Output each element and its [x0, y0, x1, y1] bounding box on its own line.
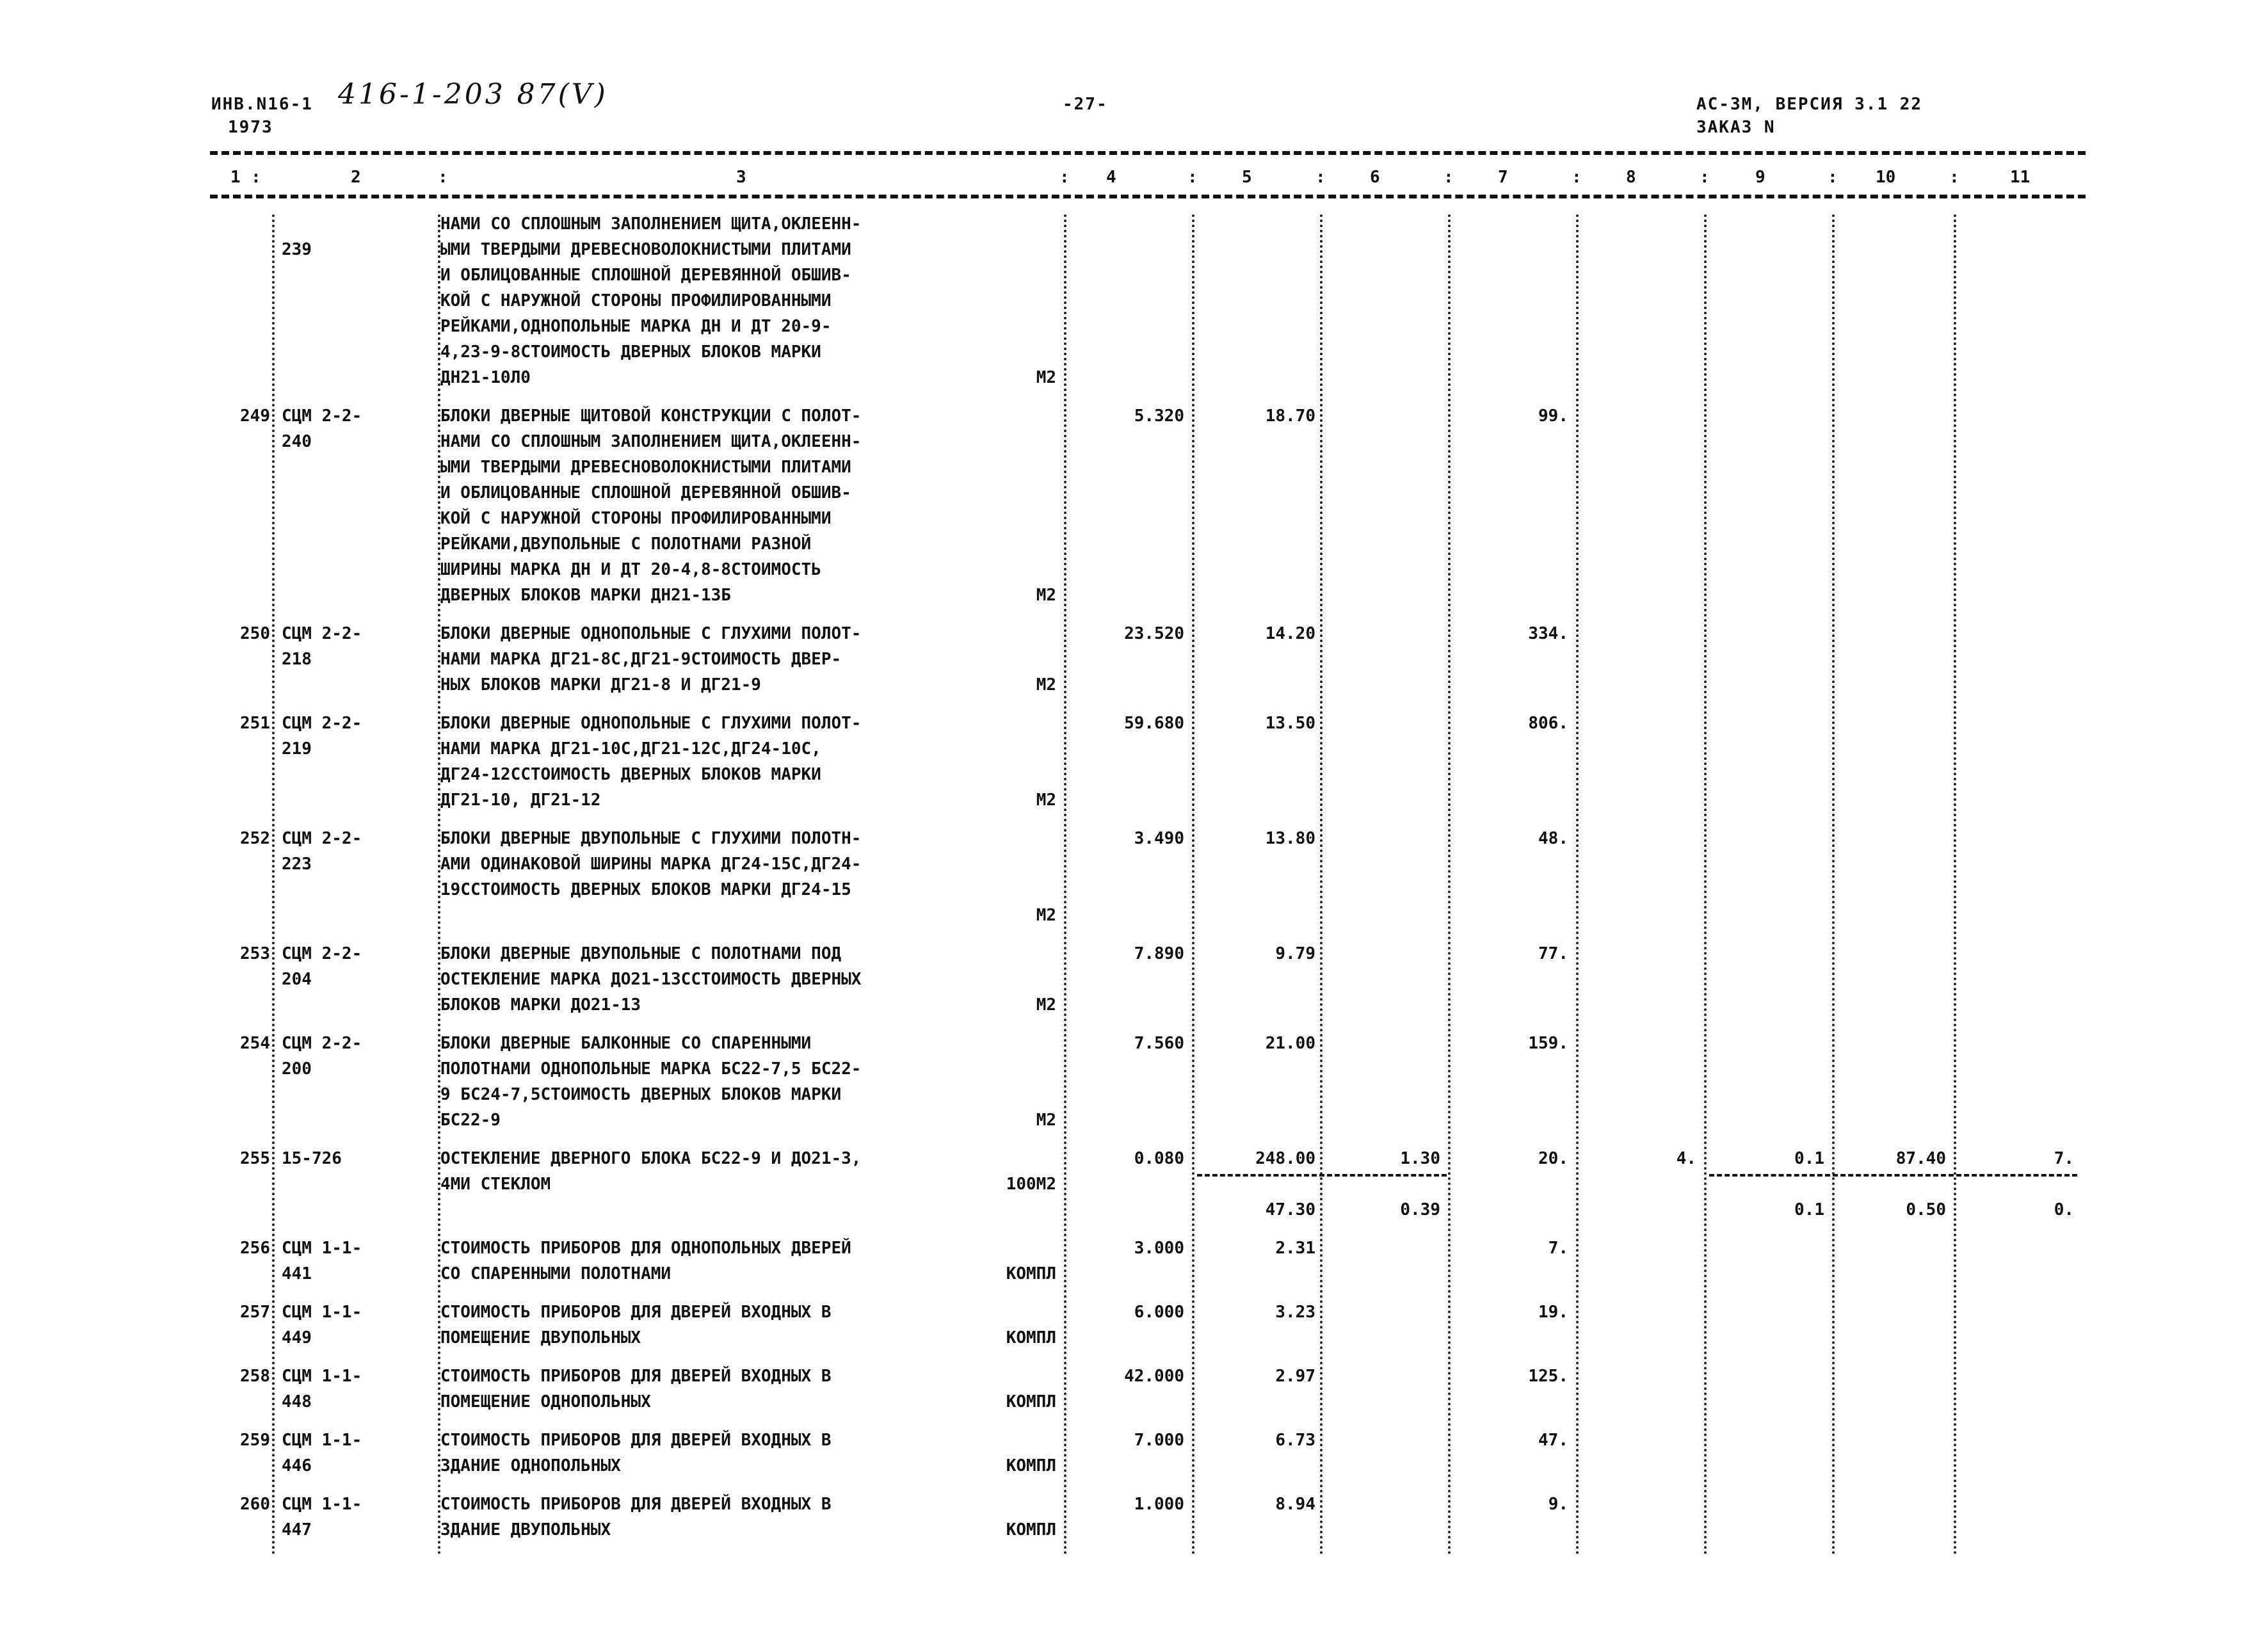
row-line	[0, 480, 2268, 506]
subtotal-separator	[1197, 1174, 1447, 1177]
row-line	[0, 1517, 2268, 1543]
description-line: ОСТЕКЛЕНИЕ МАРКА ДО21-13ССТОИМОСТЬ ДВЕРНЫХ	[440, 970, 862, 989]
value-price: 14.20	[1265, 624, 1315, 643]
rate-code: 15-726	[282, 1149, 342, 1168]
table-row	[0, 211, 2268, 390]
row-line	[0, 992, 2268, 1018]
value-c7: 9.	[1548, 1495, 1568, 1514]
table-row	[0, 1235, 2268, 1287]
value-c7: 125.	[1528, 1367, 1568, 1386]
table-row	[0, 1146, 2268, 1223]
value-price: 3.23	[1275, 1303, 1315, 1322]
program-version: АС-3М, ВЕРСИЯ 3.1 22	[1696, 95, 1923, 114]
rate-code: 218	[282, 650, 312, 669]
rate-code: 449	[282, 1328, 312, 1347]
row-line	[0, 621, 2268, 647]
page-number: -27-	[1063, 95, 1108, 114]
description-line: ЫМИ ТВЕРДЫМИ ДРЕВЕСНОВОЛОКНИСТЫМИ ПЛИТАМИ	[440, 458, 851, 477]
row-number: 257	[240, 1303, 270, 1322]
description-line: ДВЕРНЫХ БЛОКОВ МАРКИ ДН21-13Б	[440, 586, 731, 605]
column-number: 1	[230, 168, 241, 187]
value-qty: 5.320	[1134, 406, 1184, 426]
header-rule-bottom	[210, 195, 2086, 198]
value-c7: 334.	[1528, 624, 1568, 643]
row-line	[0, 1107, 2268, 1133]
unit: М2	[1036, 995, 1056, 1015]
column-separator: :	[1572, 168, 1582, 187]
unit: КОМПЛ	[1006, 1392, 1056, 1411]
description-line: БЛОКИ ДВЕРНЫЕ ЩИТОВОЙ КОНСТРУКЦИИ С ПОЛОТ-	[440, 406, 862, 426]
row-line	[0, 403, 2268, 429]
table-row	[0, 1299, 2268, 1351]
value-qty: 7.560	[1134, 1034, 1184, 1053]
value-price: 13.80	[1265, 829, 1315, 848]
table-row	[0, 1427, 2268, 1479]
row-number: 249	[240, 406, 270, 426]
subtotal-line	[0, 1197, 2268, 1223]
row-line	[0, 941, 2268, 967]
rate-code: СЦМ 2-2-	[282, 714, 362, 733]
value-c8: 4.	[1676, 1149, 1696, 1168]
subtotal-price: 47.30	[1265, 1200, 1315, 1219]
row-line	[0, 1082, 2268, 1107]
column-number: 6	[1370, 168, 1380, 187]
column-number: 5	[1242, 168, 1252, 187]
value-c7: 7.	[1548, 1239, 1568, 1258]
column-number: 8	[1626, 168, 1636, 187]
description-line: ПОЛОТНАМИ ОДНОПОЛЬНЫЕ МАРКА БС22-7,5 БС22-	[440, 1059, 862, 1079]
value-qty: 7.890	[1134, 944, 1184, 963]
row-line	[0, 711, 2268, 736]
column-separator: :	[251, 168, 261, 187]
description-line: БЛОКИ ДВЕРНЫЕ ДВУПОЛЬНЫЕ С ГЛУХИМИ ПОЛОТН-	[440, 829, 862, 848]
row-line	[0, 1056, 2268, 1082]
unit: КОМПЛ	[1006, 1520, 1056, 1540]
row-line	[0, 1031, 2268, 1056]
rate-code: СЦМ 2-2-	[282, 406, 362, 426]
rate-code: 200	[282, 1059, 312, 1079]
unit: КОМПЛ	[1006, 1264, 1056, 1283]
row-line	[0, 288, 2268, 314]
description-line: ОСТЕКЛЕНИЕ ДВЕРНОГО БЛОКА БС22-9 И ДО21-3,	[440, 1149, 862, 1168]
value-price: 9.79	[1275, 944, 1315, 963]
row-line	[0, 1261, 2268, 1287]
description-line: СТОИМОСТЬ ПРИБОРОВ ДЛЯ ДВЕРЕЙ ВХОДНЫХ В	[440, 1367, 832, 1386]
rate-code: СЦМ 2-2-	[282, 624, 362, 643]
description-line: ДН21-10Л0	[440, 368, 531, 387]
description-line: 4,23-9-8СТОИМОСТЬ ДВЕРНЫХ БЛОКОВ МАРКИ	[440, 342, 821, 362]
column-number: 4	[1106, 168, 1116, 187]
unit: М2	[1036, 791, 1056, 810]
row-line	[0, 1146, 2268, 1171]
rate-code: СЦМ 1-1-	[282, 1367, 362, 1386]
table-row	[0, 621, 2268, 698]
row-line	[0, 1299, 2268, 1325]
column-number: 9	[1755, 168, 1765, 187]
value-c10: 87.40	[1895, 1149, 1946, 1168]
row-line	[0, 787, 2268, 813]
row-line	[0, 583, 2268, 608]
column-separator: :	[1444, 168, 1454, 187]
row-line	[0, 1453, 2268, 1479]
subtotal-separator	[1709, 1174, 2077, 1177]
row-number: 260	[240, 1495, 270, 1514]
description-line: НАМИ МАРКА ДГ21-10С,ДГ21-12С,ДГ24-10С,	[440, 739, 821, 759]
description-line: ПОМЕЩЕНИЕ ДВУПОЛЬНЫХ	[440, 1328, 641, 1347]
order-number: ЗАКАЗ N	[1696, 118, 1776, 137]
value-qty: 3.000	[1134, 1239, 1184, 1258]
row-number: 254	[240, 1034, 270, 1053]
table-row	[0, 826, 2268, 928]
description-line: СТОИМОСТЬ ПРИБОРОВ ДЛЯ ДВЕРЕЙ ВХОДНЫХ В	[440, 1431, 832, 1450]
row-number: 250	[240, 624, 270, 643]
description-line: ПОМЕЩЕНИЕ ОДНОПОЛЬНЫХ	[440, 1392, 651, 1411]
description-line: СТОИМОСТЬ ПРИБОРОВ ДЛЯ ДВЕРЕЙ ВХОДНЫХ В	[440, 1303, 832, 1322]
column-number: 10	[1876, 168, 1896, 187]
row-line	[0, 262, 2268, 288]
column-number: 2	[351, 168, 361, 187]
rate-code: СЦМ 2-2-	[282, 829, 362, 848]
description-line: БЛОКИ ДВЕРНЫЕ ОДНОПОЛЬНЫЕ С ГЛУХИМИ ПОЛОТ-	[440, 714, 862, 733]
row-line	[0, 211, 2268, 237]
description-line: НАМИ СО СПЛОШНЫМ ЗАПОЛНЕНИЕМ ЩИТА,ОКЛЕЕНН-	[440, 432, 862, 451]
value-c7: 99.	[1538, 406, 1568, 426]
rate-code: СЦМ 1-1-	[282, 1239, 362, 1258]
column-separator: :	[1187, 168, 1198, 187]
description-line: БЛОКОВ МАРКИ ДО21-13	[440, 995, 641, 1015]
rate-code: 219	[282, 739, 312, 759]
description-line: И ОБЛИЦОВАННЫЕ СПЛОШНОЙ ДЕРЕВЯННОЙ ОБШИВ-	[440, 266, 851, 285]
header-rule-top	[210, 151, 2086, 155]
column-separator: :	[1949, 168, 1959, 187]
row-line	[0, 314, 2268, 339]
value-c6: 1.30	[1400, 1149, 1440, 1168]
table-row	[0, 711, 2268, 813]
value-price: 248.00	[1255, 1149, 1315, 1168]
description-line: РЕЙКАМИ,ОДНОПОЛЬНЫЕ МАРКА ДН И ДТ 20-9-	[440, 317, 832, 336]
column-separator: :	[1828, 168, 1838, 187]
row-line	[0, 877, 2268, 903]
description-line: И ОБЛИЦОВАННЫЕ СПЛОШНОЙ ДЕРЕВЯННОЙ ОБШИВ-	[440, 483, 851, 502]
description-line: БЛОКИ ДВЕРНЫЕ ОДНОПОЛЬНЫЕ С ГЛУХИМИ ПОЛОТ-	[440, 624, 862, 643]
description-line: ЫМИ ТВЕРДЫМИ ДРЕВЕСНОВОЛОКНИСТЫМИ ПЛИТАМИ	[440, 240, 851, 259]
unit: М2	[1036, 906, 1056, 925]
value-c7: 159.	[1528, 1034, 1568, 1053]
value-c7: 47.	[1538, 1431, 1568, 1450]
description-line: БС22-9	[440, 1111, 501, 1130]
rate-code: 446	[282, 1456, 312, 1475]
row-line	[0, 826, 2268, 851]
row-line	[0, 967, 2268, 992]
value-c9: 0.1	[1794, 1149, 1824, 1168]
row-line	[0, 903, 2268, 928]
row-line	[0, 736, 2268, 762]
rate-code: 204	[282, 970, 312, 989]
row-line	[0, 647, 2268, 672]
table-row	[0, 1031, 2268, 1133]
column-separator: :	[438, 168, 448, 187]
description-line: НАМИ СО СПЛОШНЫМ ЗАПОЛНЕНИЕМ ЩИТА,ОКЛЕЕНН-	[440, 214, 862, 234]
rate-code: СЦМ 1-1-	[282, 1303, 362, 1322]
column-number: 3	[736, 168, 746, 187]
inventory-label: ИНВ.N16-1	[211, 95, 313, 114]
value-qty: 3.490	[1134, 829, 1184, 848]
rate-code: 240	[282, 432, 312, 451]
description-line: НАМИ МАРКА ДГ21-8С,ДГ21-9СТОИМОСТЬ ДВЕР-	[440, 650, 842, 669]
row-line	[0, 1235, 2268, 1261]
subtotal-c10: 0.50	[1906, 1200, 1946, 1219]
description-line: ЗДАНИЕ ДВУПОЛЬНЫХ	[440, 1520, 611, 1540]
column-separator: :	[1315, 168, 1326, 187]
description-line: ЗДАНИЕ ОДНОПОЛЬНЫХ	[440, 1456, 621, 1475]
value-qty: 0.080	[1134, 1149, 1184, 1168]
description-line: СО СПАРЕННЫМИ ПОЛОТНАМИ	[440, 1264, 672, 1283]
row-line	[0, 1491, 2268, 1517]
column-number: 11	[2010, 168, 2031, 187]
value-c11: 7.	[2054, 1149, 2074, 1168]
rate-code: 448	[282, 1392, 312, 1411]
row-line	[0, 237, 2268, 262]
description-line: БЛОКИ ДВЕРНЫЕ ДВУПОЛЬНЫЕ С ПОЛОТНАМИ ПОД	[440, 944, 842, 963]
table-row	[0, 403, 2268, 608]
row-line	[0, 339, 2268, 365]
year: 1973	[228, 118, 273, 137]
description-line: 9 БС24-7,5СТОИМОСТЬ ДВЕРНЫХ БЛОКОВ МАРКИ	[440, 1085, 842, 1104]
unit: М2	[1036, 368, 1056, 387]
row-line	[0, 454, 2268, 480]
row-line	[0, 1363, 2268, 1389]
value-qty: 7.000	[1134, 1431, 1184, 1450]
value-c7: 19.	[1538, 1303, 1568, 1322]
unit: 100М2	[1006, 1175, 1056, 1194]
unit: КОМПЛ	[1006, 1456, 1056, 1475]
rate-code: 223	[282, 855, 312, 874]
description-line: ДГ21-10, ДГ21-12	[440, 791, 601, 810]
table-row	[0, 941, 2268, 1018]
rate-code: 441	[282, 1264, 312, 1283]
column-separator: :	[1700, 168, 1710, 187]
description-line: РЕЙКАМИ,ДВУПОЛЬНЫЕ С ПОЛОТНАМИ РАЗНОЙ	[440, 535, 812, 554]
value-price: 21.00	[1265, 1034, 1315, 1053]
row-number: 255	[240, 1149, 270, 1168]
unit: М2	[1036, 675, 1056, 695]
value-price: 18.70	[1265, 406, 1315, 426]
row-number: 256	[240, 1239, 270, 1258]
row-line	[0, 531, 2268, 557]
row-line	[0, 1389, 2268, 1415]
row-line	[0, 1427, 2268, 1453]
subtotal-c6: 0.39	[1400, 1200, 1440, 1219]
table-row	[0, 1363, 2268, 1415]
rate-code: 239	[282, 240, 312, 259]
description-line: БЛОКИ ДВЕРНЫЕ БАЛКОННЫЕ СО СПАРЕННЫМИ	[440, 1034, 812, 1053]
column-separator: :	[1059, 168, 1070, 187]
description-line: СТОИМОСТЬ ПРИБОРОВ ДЛЯ ДВЕРЕЙ ВХОДНЫХ В	[440, 1495, 832, 1514]
unit: М2	[1036, 1111, 1056, 1130]
value-c7: 20.	[1538, 1149, 1568, 1168]
row-number: 252	[240, 829, 270, 848]
value-qty: 1.000	[1134, 1495, 1184, 1514]
description-line: НЫХ БЛОКОВ МАРКИ ДГ21-8 И ДГ21-9	[440, 675, 761, 695]
value-price: 8.94	[1275, 1495, 1315, 1514]
rate-code: СЦМ 1-1-	[282, 1431, 362, 1450]
table-row	[0, 1491, 2268, 1543]
description-line: ДГ24-12ССТОИМОСТЬ ДВЕРНЫХ БЛОКОВ МАРКИ	[440, 765, 821, 784]
value-c7: 77.	[1538, 944, 1568, 963]
handwritten-project-number: 416-1-203 87(V)	[338, 78, 608, 111]
subtotal-c9: 0.1	[1794, 1200, 1824, 1219]
rate-code: СЦМ 1-1-	[282, 1495, 362, 1514]
value-qty: 59.680	[1124, 714, 1184, 733]
unit: КОМПЛ	[1006, 1328, 1056, 1347]
row-line	[0, 365, 2268, 390]
description-line: АМИ ОДИНАКОВОЙ ШИРИНЫ МАРКА ДГ24-15С,ДГ24-	[440, 855, 862, 874]
description-line: ШИРИНЫ МАРКА ДН И ДТ 20-4,8-8СТОИМОСТЬ	[440, 560, 821, 579]
row-number: 251	[240, 714, 270, 733]
rate-code: 447	[282, 1520, 312, 1540]
estimate-table-body	[0, 211, 2268, 1556]
row-number: 258	[240, 1367, 270, 1386]
value-c7: 806.	[1528, 714, 1568, 733]
row-line	[0, 506, 2268, 531]
row-line	[0, 851, 2268, 877]
description-line: КОЙ С НАРУЖНОЙ СТОРОНЫ ПРОФИЛИРОВАННЫМИ	[440, 291, 832, 310]
row-line	[0, 429, 2268, 454]
value-price: 2.31	[1275, 1239, 1315, 1258]
column-number: 7	[1498, 168, 1508, 187]
row-line	[0, 762, 2268, 787]
row-line	[0, 1325, 2268, 1351]
row-number: 253	[240, 944, 270, 963]
description-line: 4МИ СТЕКЛОМ	[440, 1175, 551, 1194]
subtotal-c11: 0.	[2054, 1200, 2074, 1219]
value-qty: 6.000	[1134, 1303, 1184, 1322]
description-line: КОЙ С НАРУЖНОЙ СТОРОНЫ ПРОФИЛИРОВАННЫМИ	[440, 509, 832, 528]
unit: М2	[1036, 586, 1056, 605]
value-price: 6.73	[1275, 1431, 1315, 1450]
value-qty: 42.000	[1124, 1367, 1184, 1386]
row-number: 259	[240, 1431, 270, 1450]
value-price: 13.50	[1265, 714, 1315, 733]
value-qty: 23.520	[1124, 624, 1184, 643]
row-line	[0, 672, 2268, 698]
rate-code: СЦМ 2-2-	[282, 1034, 362, 1053]
rate-code: СЦМ 2-2-	[282, 944, 362, 963]
value-c7: 48.	[1538, 829, 1568, 848]
description-line: СТОИМОСТЬ ПРИБОРОВ ДЛЯ ОДНОПОЛЬНЫХ ДВЕРЕЙ	[440, 1239, 851, 1258]
row-line	[0, 557, 2268, 583]
description-line: 19ССТОИМОСТЬ ДВЕРНЫХ БЛОКОВ МАРКИ ДГ24-15	[440, 880, 851, 899]
value-price: 2.97	[1275, 1367, 1315, 1386]
